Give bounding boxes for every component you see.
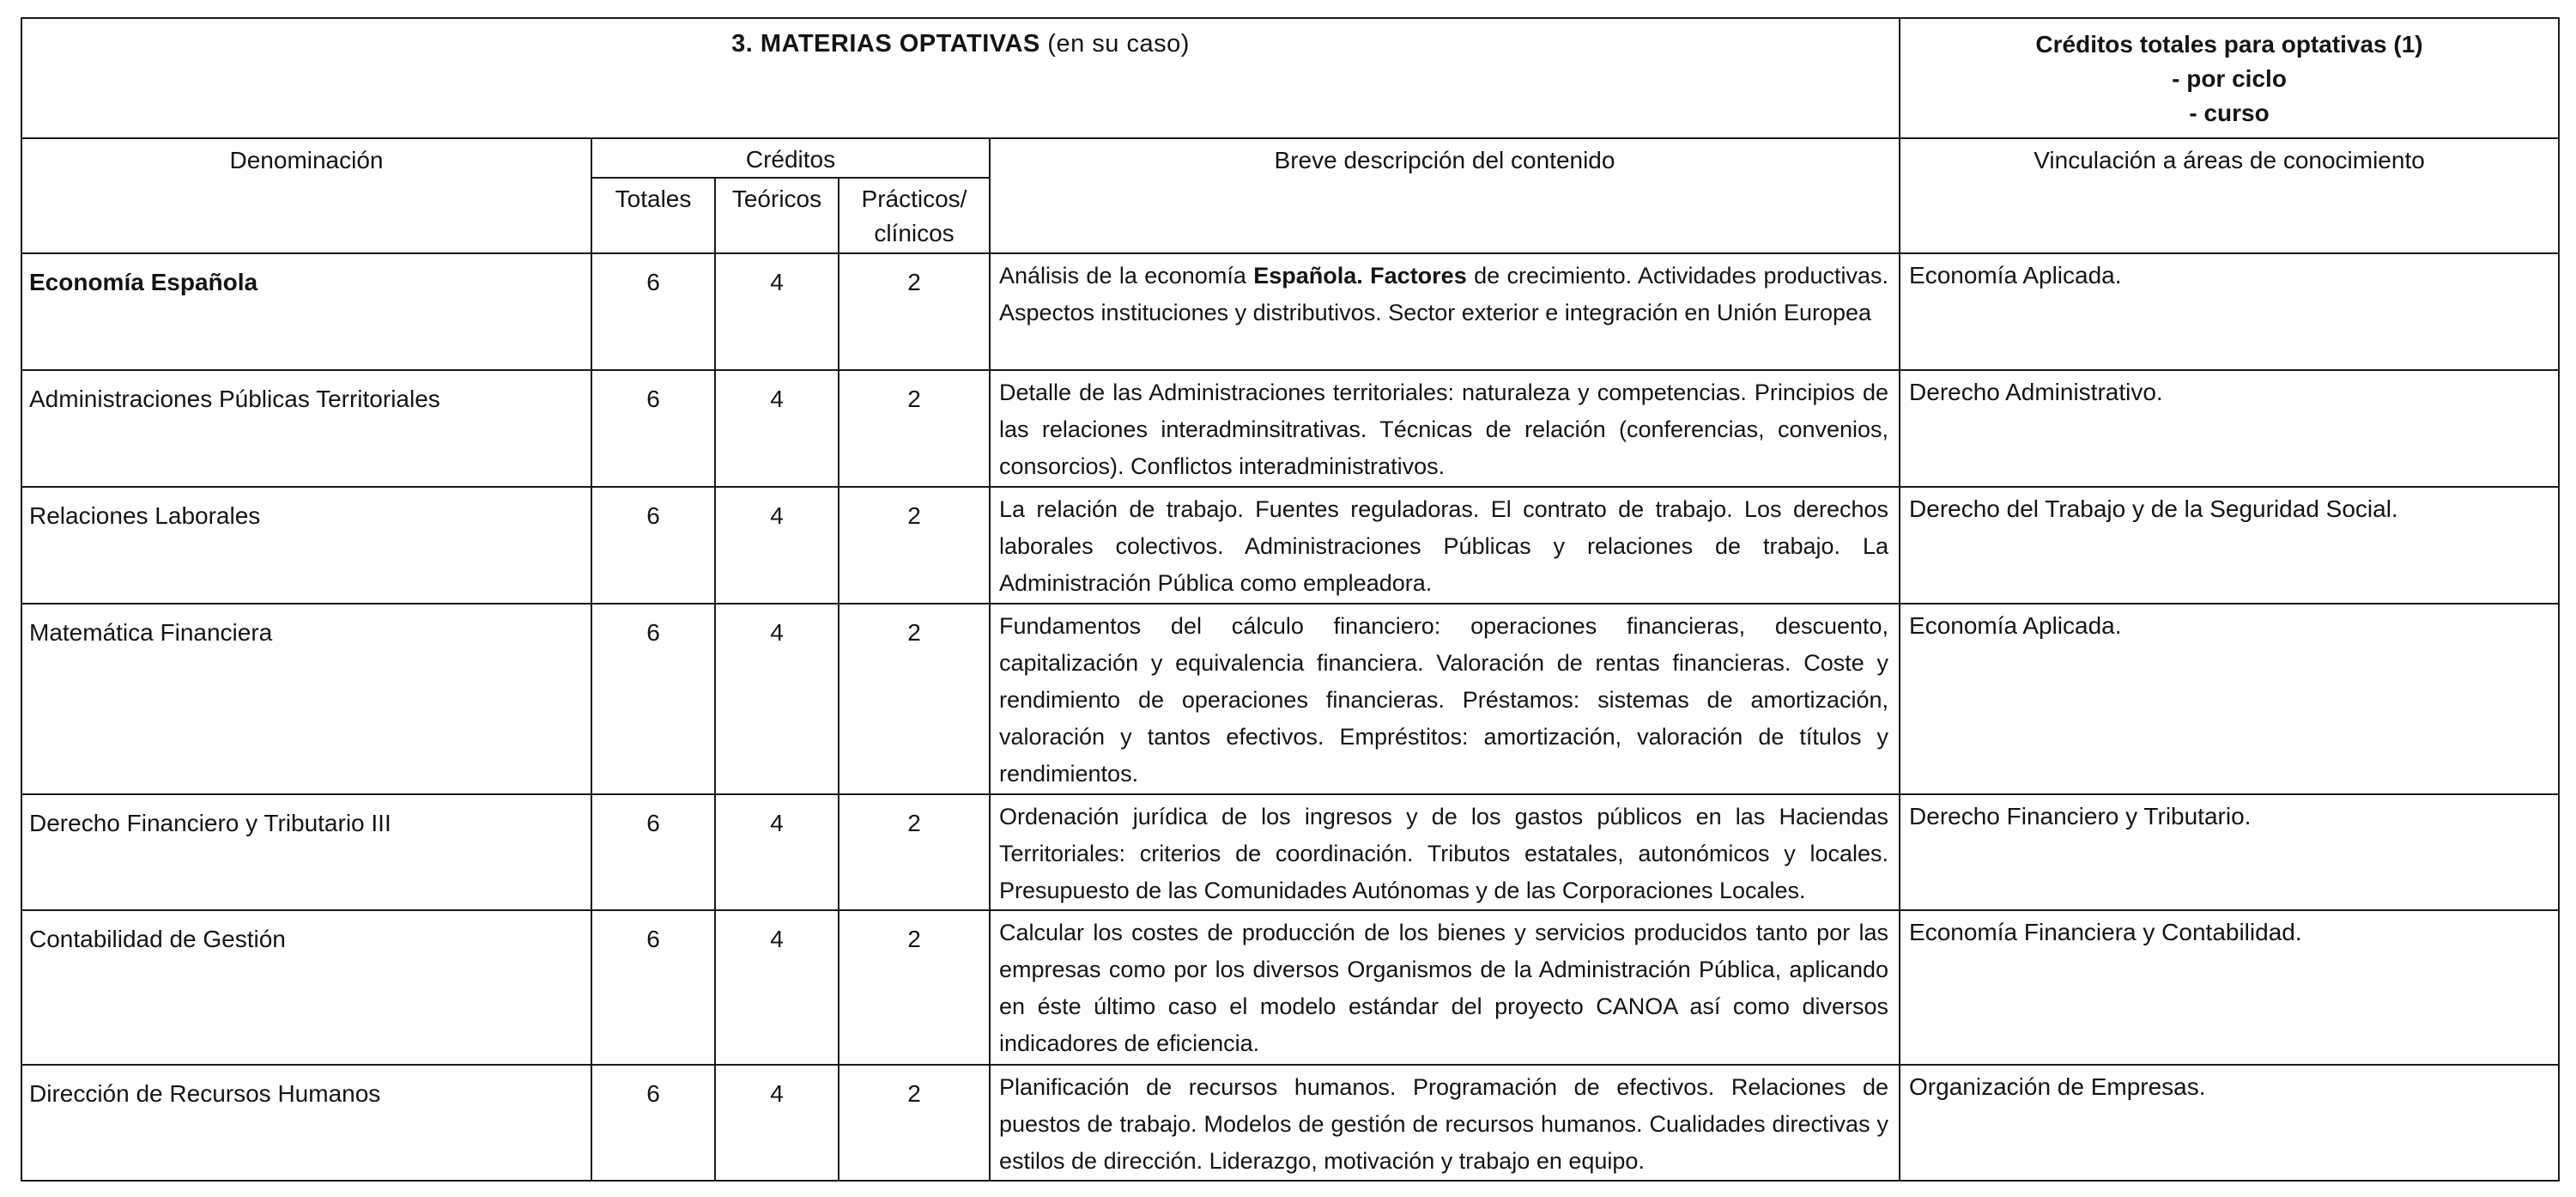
knowledge-area: Economía Aplicada.	[1900, 604, 2559, 794]
subject-name: Economía Española	[21, 253, 591, 370]
column-header-denominacion: Denominación	[21, 138, 591, 253]
subject-name: Derecho Financiero y Tributario III	[21, 794, 591, 910]
subject-description	[990, 253, 1900, 370]
knowledge-area: Economía Financiera y Contabilidad.	[1900, 910, 2559, 1065]
subject-name: Relaciones Laborales	[21, 487, 591, 604]
subject-name: Contabilidad de Gestión	[21, 910, 591, 1065]
column-header-vinculacion: Vinculación a áreas de conocimiento	[1900, 138, 2559, 253]
credits-totales: 6	[591, 910, 715, 1065]
credits-teoricos: 4	[715, 1065, 839, 1181]
knowledge-area: Derecho Financiero y Tributario.	[1900, 794, 2559, 910]
subject-description: Fundamentos del cálculo financiero: operaciones financieras, descuento, capitalización y equivalencia financiera. Valoración de rentas financieras. Coste y rendimiento de operaciones financieras. Préstamos: sistemas de amortización, valoración y tantos efectivos. Empréstitos: amortización, valoración de títulos y rendimientos.	[990, 604, 1900, 794]
subject-name: Administraciones Públicas Territoriales	[21, 370, 591, 487]
credits-practicos: 2	[839, 487, 990, 604]
optional-subjects-sheet	[21, 17, 2560, 1182]
section-title-cell	[21, 18, 1900, 138]
subject-description: Calcular los costes de producción de los bienes y servicios producidos tanto por las empresas como por los diversos Organismos de la Administración Pública, aplicando en éste último caso el modelo estándar del proyecto CANOA así como diversos indicadores de eficiencia.	[990, 910, 1900, 1065]
subject-description: Planificación de recursos humanos. Programación de efectivos. Relaciones de puestos de trabajo. Modelos de gestión de recursos humanos. Cualidades directivas y estilos de dirección. Liderazgo, motivación y trabajo en equipo.	[990, 1065, 1900, 1181]
credits-totales: 6	[591, 370, 715, 487]
knowledge-area: Derecho Administrativo.	[1900, 370, 2559, 487]
credits-practicos: 2	[839, 604, 990, 794]
subject-description: Ordenación jurídica de los ingresos y de los gastos públicos en las Haciendas Territoriales: criterios de coordinación. Tributos estatales, autonómicos y locales. Presupuesto de las Comunidades Autónomas y de las Corporaciones Locales.	[990, 794, 1900, 910]
credits-teoricos: 4	[715, 370, 839, 487]
credits-totales: 6	[591, 794, 715, 910]
credits-totales: 6	[591, 253, 715, 370]
table-row	[21, 487, 2559, 604]
total-credits-title: Créditos totales para optativas (1)	[2035, 31, 2423, 58]
credits-practicos: 2	[839, 370, 990, 487]
total-credits-cell	[1900, 18, 2559, 138]
column-header-practicos	[839, 178, 990, 253]
credits-teoricos: 4	[715, 253, 839, 370]
table-row	[21, 794, 2559, 910]
column-header-creditos: Créditos	[591, 138, 990, 178]
column-header-descripcion: Breve descripción del contenido	[990, 138, 1900, 253]
knowledge-area: Economía Aplicada.	[1900, 253, 2559, 370]
knowledge-area: Organización de Empresas.	[1900, 1065, 2559, 1181]
total-credits-per-course: - curso	[2189, 100, 2270, 126]
column-header-practicos-line1: Prácticos/	[861, 185, 967, 212]
description-part-bold: Española. Factores	[1253, 263, 1467, 289]
optional-subjects-table	[21, 17, 2560, 1182]
description-part: Análisis de la economía	[999, 263, 1254, 289]
table-row	[21, 370, 2559, 487]
credits-teoricos: 4	[715, 604, 839, 794]
table-row	[21, 253, 2559, 370]
table-row	[21, 604, 2559, 794]
section-title-note: (en su caso)	[1047, 30, 1190, 58]
column-header-row	[21, 138, 2559, 178]
credits-teoricos: 4	[715, 487, 839, 604]
table-row	[21, 1065, 2559, 1181]
credits-practicos: 2	[839, 794, 990, 910]
table-title-row	[21, 18, 2559, 138]
column-header-teoricos: Teóricos	[715, 178, 839, 253]
credits-totales: 6	[591, 604, 715, 794]
subject-description: La relación de trabajo. Fuentes reguladoras. El contrato de trabajo. Los derechos laborales colectivos. Administraciones Públicas y relaciones de trabajo. La Administración Pública como empleadora.	[990, 487, 1900, 604]
subject-name: Matemática Financiera	[21, 604, 591, 794]
credits-practicos: 2	[839, 910, 990, 1065]
credits-totales: 6	[591, 487, 715, 604]
credits-teoricos: 4	[715, 910, 839, 1065]
knowledge-area: Derecho del Trabajo y de la Seguridad Social.	[1900, 487, 2559, 604]
credits-practicos: 2	[839, 1065, 990, 1181]
section-title: 3. MATERIAS OPTATIVAS	[731, 30, 1040, 58]
credits-teoricos: 4	[715, 794, 839, 910]
credits-practicos: 2	[839, 253, 990, 370]
description-part: de crecimiento. Actividades productivas. Aspectos instituciones y distributivos. Sector exterior e integración en Unión Europea	[999, 263, 1889, 325]
total-credits-per-cycle: - por ciclo	[2172, 65, 2287, 92]
column-header-practicos-line2: clínicos	[874, 220, 955, 246]
column-header-totales: Totales	[591, 178, 715, 253]
subject-description: Detalle de las Administraciones territoriales: naturaleza y competencias. Principios de las relaciones interadminsitrativas. Técnicas de relación (conferencias, convenios, consorcios). Conflictos interadministrativos.	[990, 370, 1900, 487]
table-row	[21, 910, 2559, 1065]
credits-totales: 6	[591, 1065, 715, 1181]
subject-name: Dirección de Recursos Humanos	[21, 1065, 591, 1181]
